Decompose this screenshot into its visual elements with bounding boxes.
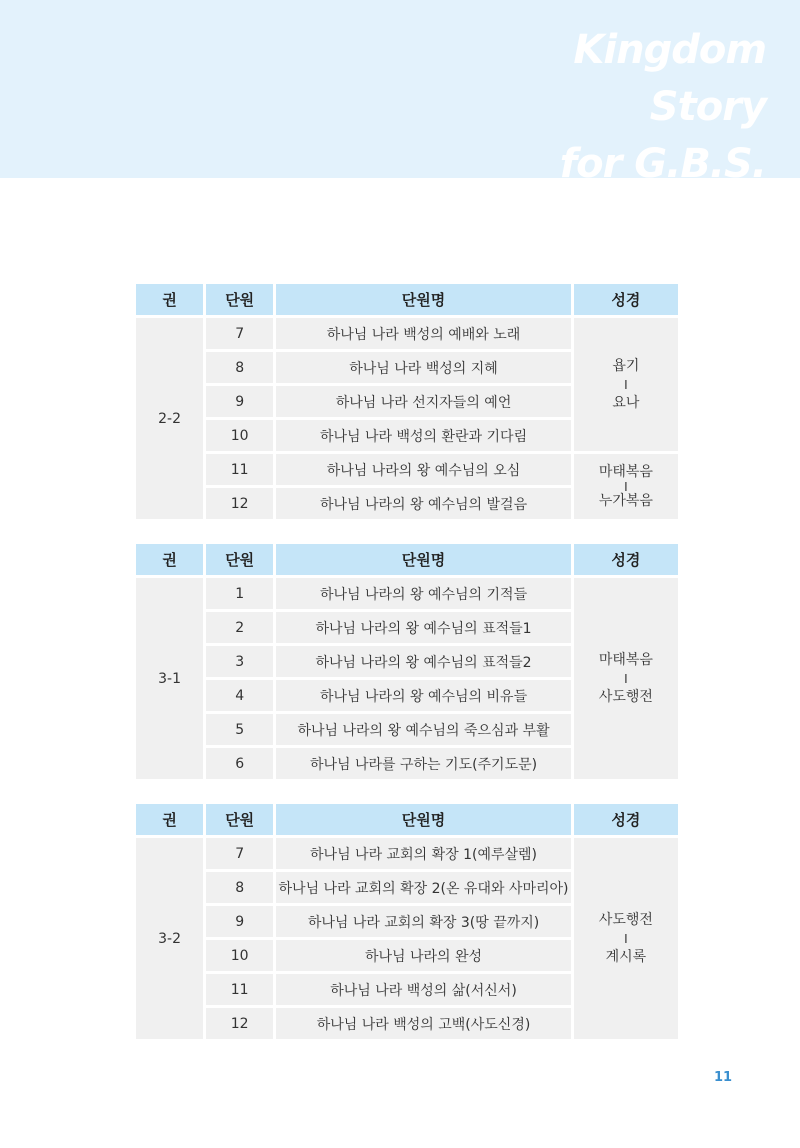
unit-name: 하나님 나라의 왕 예수님의 표적들2	[276, 646, 571, 677]
volume-cell: 3-2	[136, 838, 203, 1039]
unit-number: 3	[206, 646, 273, 677]
unit-name: 하나님 나라의 왕 예수님의 표적들1	[276, 612, 571, 643]
unit-number: 11	[206, 974, 273, 1005]
bible-range	[574, 838, 678, 1039]
unit-number: 12	[206, 1008, 273, 1039]
unit-number: 4	[206, 680, 273, 711]
bible-range	[574, 318, 678, 451]
bible-separator: I	[624, 931, 628, 946]
unit-number: 12	[206, 488, 273, 519]
unit-number: 8	[206, 352, 273, 383]
volume-cell: 2-2	[136, 318, 203, 519]
unit-name: 하나님 나라의 왕 예수님의 오심	[276, 454, 571, 485]
unit-number: 10	[206, 940, 273, 971]
header-unit: 단원	[206, 544, 273, 575]
unit-name: 하나님 나라의 완성	[276, 940, 571, 971]
table-row	[136, 454, 678, 485]
unit-number: 11	[206, 454, 273, 485]
bible-separator: I	[624, 671, 628, 686]
unit-number: 2	[206, 612, 273, 643]
page-number: 11	[714, 1070, 733, 1085]
unit-name: 하나님 나라 교회의 확장 2(온 유대와 사마리아)	[276, 872, 571, 903]
table-row	[136, 838, 678, 869]
header-volume: 권	[136, 544, 203, 575]
bible-to: 요나	[612, 394, 640, 411]
bible-to: 계시록	[605, 948, 647, 965]
table-header-row	[136, 804, 678, 835]
unit-number: 5	[206, 714, 273, 745]
unit-name: 하나님 나라 교회의 확장 1(예루살렘)	[276, 838, 571, 869]
unit-name: 하나님 나라 백성의 고백(사도신경)	[276, 1008, 571, 1039]
bible-range	[574, 454, 678, 519]
banner-title-line: Kingdom	[573, 27, 766, 73]
bible-from: 사도행전	[598, 911, 653, 928]
header-unit: 단원	[206, 804, 273, 835]
header-unit-name: 단원명	[276, 284, 571, 315]
unit-name: 하나님 나라 교회의 확장 3(땅 끝까지)	[276, 906, 571, 937]
table-header-row	[136, 544, 678, 575]
table-row	[136, 318, 678, 349]
header-volume: 권	[136, 284, 203, 315]
unit-number: 6	[206, 748, 273, 779]
bible-separator: I	[624, 479, 628, 494]
bible-to: 사도행전	[598, 688, 653, 705]
table-row	[136, 578, 678, 609]
banner-title-line: for G.B.S.	[559, 141, 766, 187]
unit-name: 하나님 나라의 왕 예수님의 죽으심과 부활	[276, 714, 571, 745]
bible-from: 마태복음	[598, 651, 653, 668]
banner-title-line: Story	[649, 84, 766, 130]
unit-name: 하나님 나라 백성의 예배와 노래	[276, 318, 571, 349]
unit-name: 하나님 나라의 왕 예수님의 기적들	[276, 578, 571, 609]
unit-name: 하나님 나라 백성의 지혜	[276, 352, 571, 383]
unit-number: 1	[206, 578, 273, 609]
bible-range	[574, 578, 678, 779]
header-unit: 단원	[206, 284, 273, 315]
unit-name: 하나님 나라 백성의 환란과 기다림	[276, 420, 571, 451]
table-header-row	[136, 284, 678, 315]
bible-from: 욥기	[612, 357, 640, 374]
bible-from: 마태복음	[598, 463, 653, 480]
unit-name: 하나님 나라를 구하는 기도(주기도문)	[276, 748, 571, 779]
header-unit-name: 단원명	[276, 804, 571, 835]
curriculum-table-3-2	[133, 801, 681, 1042]
bible-separator: I	[624, 377, 628, 392]
header-banner	[0, 0, 800, 187]
unit-number: 10	[206, 420, 273, 451]
banner-title	[560, 22, 766, 193]
curriculum-table-2-2	[133, 281, 681, 522]
unit-name: 하나님 나라의 왕 예수님의 비유들	[276, 680, 571, 711]
bible-to: 누가복음	[598, 492, 653, 509]
header-bible: 성경	[574, 284, 678, 315]
unit-number: 9	[206, 906, 273, 937]
header-volume: 권	[136, 804, 203, 835]
unit-number: 8	[206, 872, 273, 903]
unit-name: 하나님 나라 백성의 삶(서신서)	[276, 974, 571, 1005]
unit-name: 하나님 나라의 왕 예수님의 발걸음	[276, 488, 571, 519]
unit-number: 7	[206, 318, 273, 349]
volume-cell: 3-1	[136, 578, 203, 779]
header-unit-name: 단원명	[276, 544, 571, 575]
unit-name: 하나님 나라 선지자들의 예언	[276, 386, 571, 417]
header-bible: 성경	[574, 544, 678, 575]
curriculum-table-3-1	[133, 541, 681, 782]
unit-number: 9	[206, 386, 273, 417]
header-bible: 성경	[574, 804, 678, 835]
unit-number: 7	[206, 838, 273, 869]
